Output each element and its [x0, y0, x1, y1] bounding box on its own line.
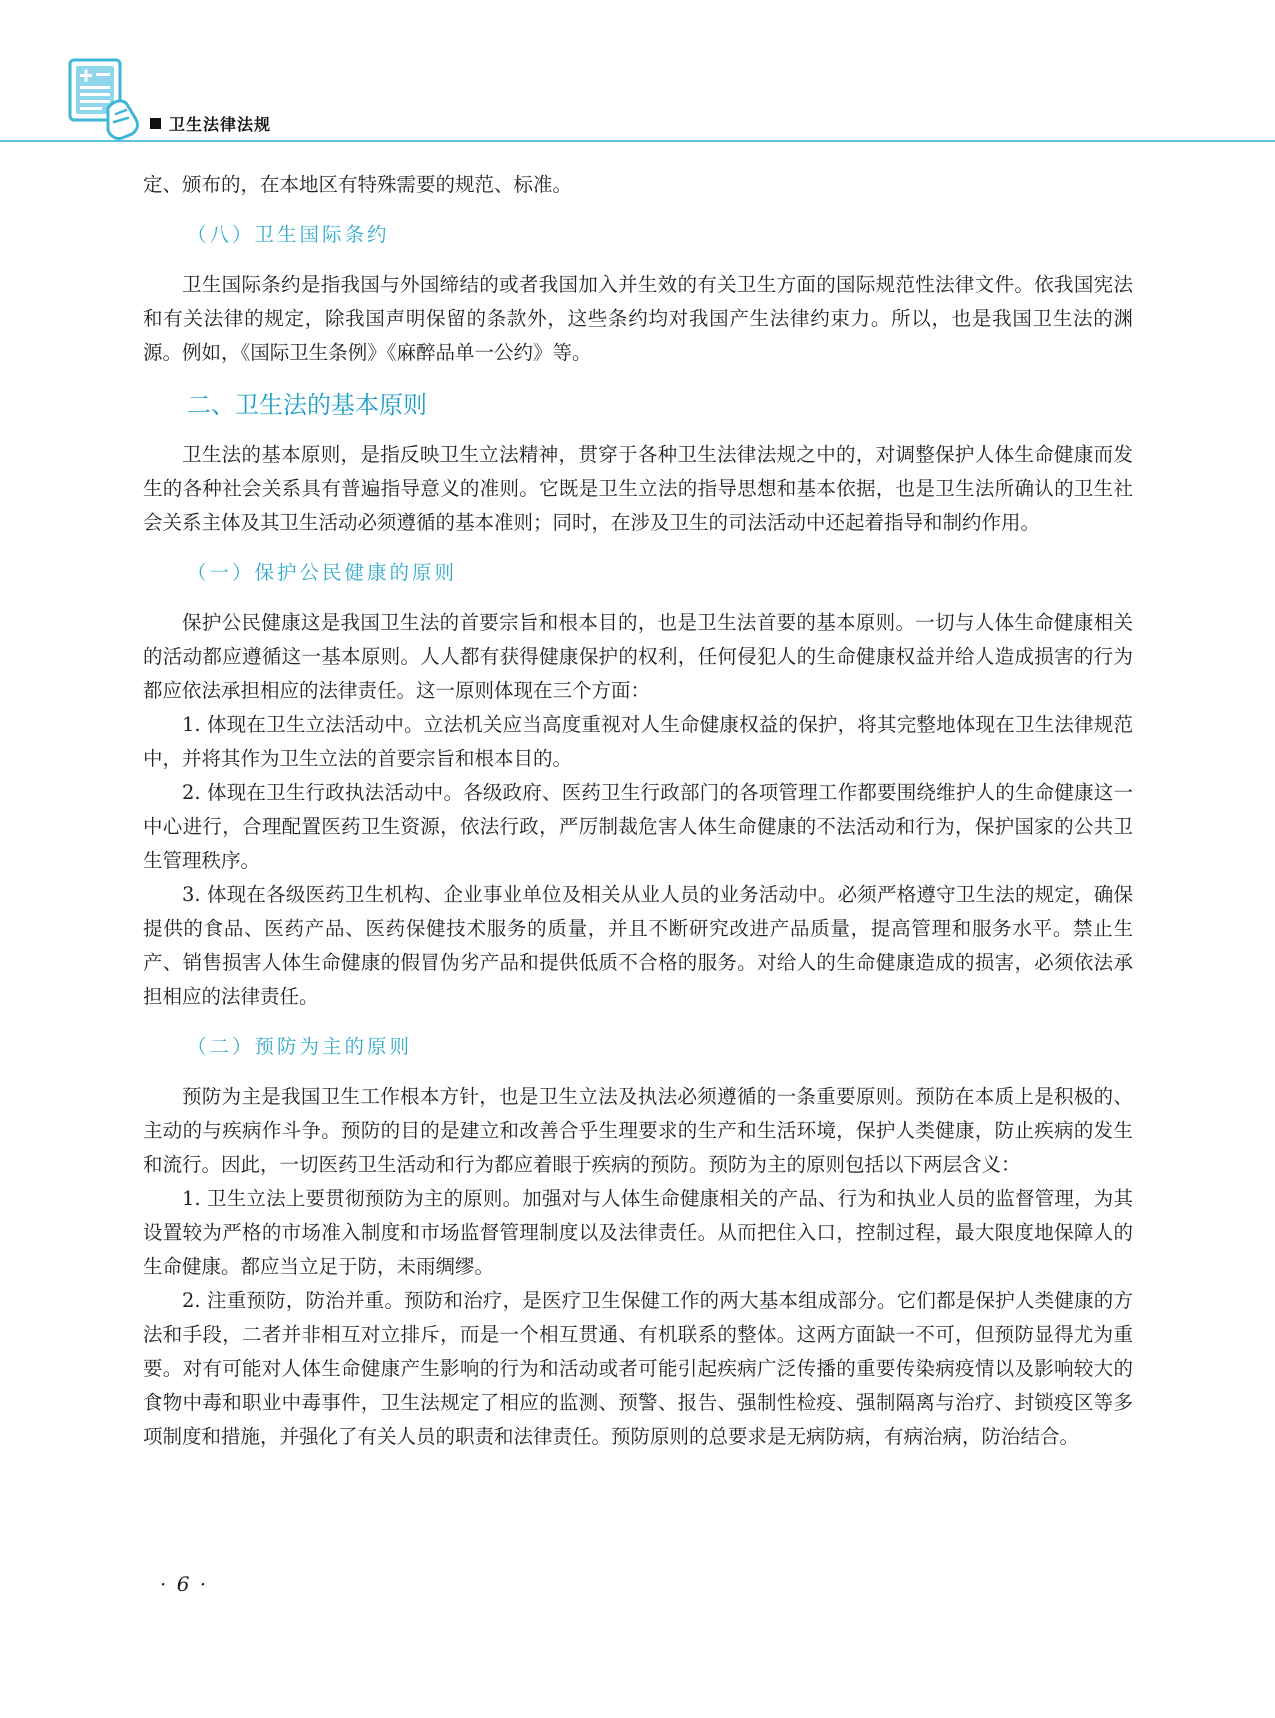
header-title-text: 卫生法律法规: [169, 115, 272, 134]
list-item-enforcement: 2. 体现在卫生行政执法活动中。各级政府、医药卫生行政部门的各项管理工作都要围绕维护人的生命健康这一中心进行，合理配置医药卫生资源，依法行政，严厉制裁危害人体生命健康的不法活动和行为，保护国家的公共卫生管理秩序。: [143, 781, 1133, 872]
main-content: [143, 168, 1133, 1454]
list-item-prevention-legislation: 1. 卫生立法上要贯彻预防为主的原则。加强对与人体生命健康相关的产品、行为和执业人员的监督管理，为其设置较为严格的市场准入制度和市场监督管理制度以及法律责任。从而把住入口，控制过程，最大限度地保障人的生命健康。都应当立足于防，未雨绸缪。: [143, 1187, 1133, 1278]
paragraph-prevention-first: 预防为主是我国卫生工作根本方针，也是卫生立法及执法必须遵循的一条重要原则。预防在本质上是积极的、主动的与疾病作斗争。预防的目的是建立和改善合乎生理要求的生产和生活环境，保护人类健康，防止疾病的发生和流行。因此，一切医药卫生活动和行为都应着眼于疾病的预防。预防为主的原则包括以下两层含义：: [143, 1085, 1133, 1176]
list-item-prevention-treatment: 2. 注重预防，防治并重。预防和治疗，是医疗卫生保健工作的两大基本组成部分。它们都是保护人类健康的方法和手段，二者并非相互对立排斥，而是一个相互贯通、有机联系的整体。这两方面缺一不可，但预防显得尤为重要。对有可能对人体生命健康产生影响的行为和活动或者可能引起疾病广泛传播的重要传染病疫情以及影响较大的食物中毒和职业中毒事件，卫生法规定了相应的监测、预警、报告、强制性检疫、强制隔离与治疗、封锁疫区等多项制度和措施，并强化了有关人员的职责和法律责任。预防原则的总要求是无病防病，有病治病，防治结合。: [143, 1289, 1133, 1448]
subheading-international-treaties: （八）卫生国际条约: [187, 223, 390, 246]
list-item-institutions: 3. 体现在各级医药卫生机构、企业事业单位及相关从业人员的业务活动中。必须严格遵守卫生法的规定，确保提供的食品、医药产品、医药保健技术服务的质量，并且不断研究改进产品质量，提高管理和服务水平。禁止生产、销售损害人体生命健康的假冒伪劣产品和提供低质不合格的服务。对给人的生命健康造成的损害，必须依法承担相应的法律责任。: [143, 883, 1133, 1008]
paragraph-international-treaties: 卫生国际条约是指我国与外国缔结的或者我国加入并生效的有关卫生方面的国际规范性法律文件。依我国宪法和有关法律的规定，除我国声明保留的条款外，这些条约均对我国产生法律约束力。所以，也是我国卫生法的渊源。例如，《国际卫生条例》《麻醉品单一公约》等。: [143, 273, 1133, 364]
paragraph-continuation: 定、颁布的，在本地区有特殊需要的规范、标准。: [143, 173, 573, 196]
header-title: [150, 112, 271, 135]
square-bullet-icon: [150, 118, 161, 129]
page-number: · 6 ·: [160, 1572, 209, 1596]
list-item-legislation: 1. 体现在卫生立法活动中。立法机关应当高度重视对人生命健康权益的保护，将其完整地体现在卫生法律规范中，并将其作为卫生立法的首要宗旨和根本目的。: [143, 713, 1133, 770]
medical-document-hand-icon: [68, 58, 146, 140]
subheading-protect-health: （一）保护公民健康的原则: [187, 561, 458, 584]
section-heading-basic-principles: 二、卫生法的基本原则: [187, 391, 427, 419]
header-divider: [0, 140, 1275, 142]
page-header: [0, 0, 1275, 142]
subheading-prevention-first: （二）预防为主的原则: [187, 1035, 413, 1058]
paragraph-protect-health: 保护公民健康这是我国卫生法的首要宗旨和根本目的，也是卫生法首要的基本原则。一切与人体生命健康相关的活动都应遵循这一基本原则。人人都有获得健康保护的权利，任何侵犯人的生命健康权益并给人造成损害的行为都应依法承担相应的法律责任。这一原则体现在三个方面：: [143, 611, 1133, 702]
paragraph-basic-principles: 卫生法的基本原则，是指反映卫生立法精神，贯穿于各种卫生法律法规之中的，对调整保护人体生命健康而发生的各种社会关系具有普遍指导意义的准则。它既是卫生立法的指导思想和基本依据，也是卫生法所确认的卫生社会关系主体及其卫生活动必须遵循的基本准则；同时，在涉及卫生的司法活动中还起着指导和制约作用。: [143, 443, 1133, 534]
